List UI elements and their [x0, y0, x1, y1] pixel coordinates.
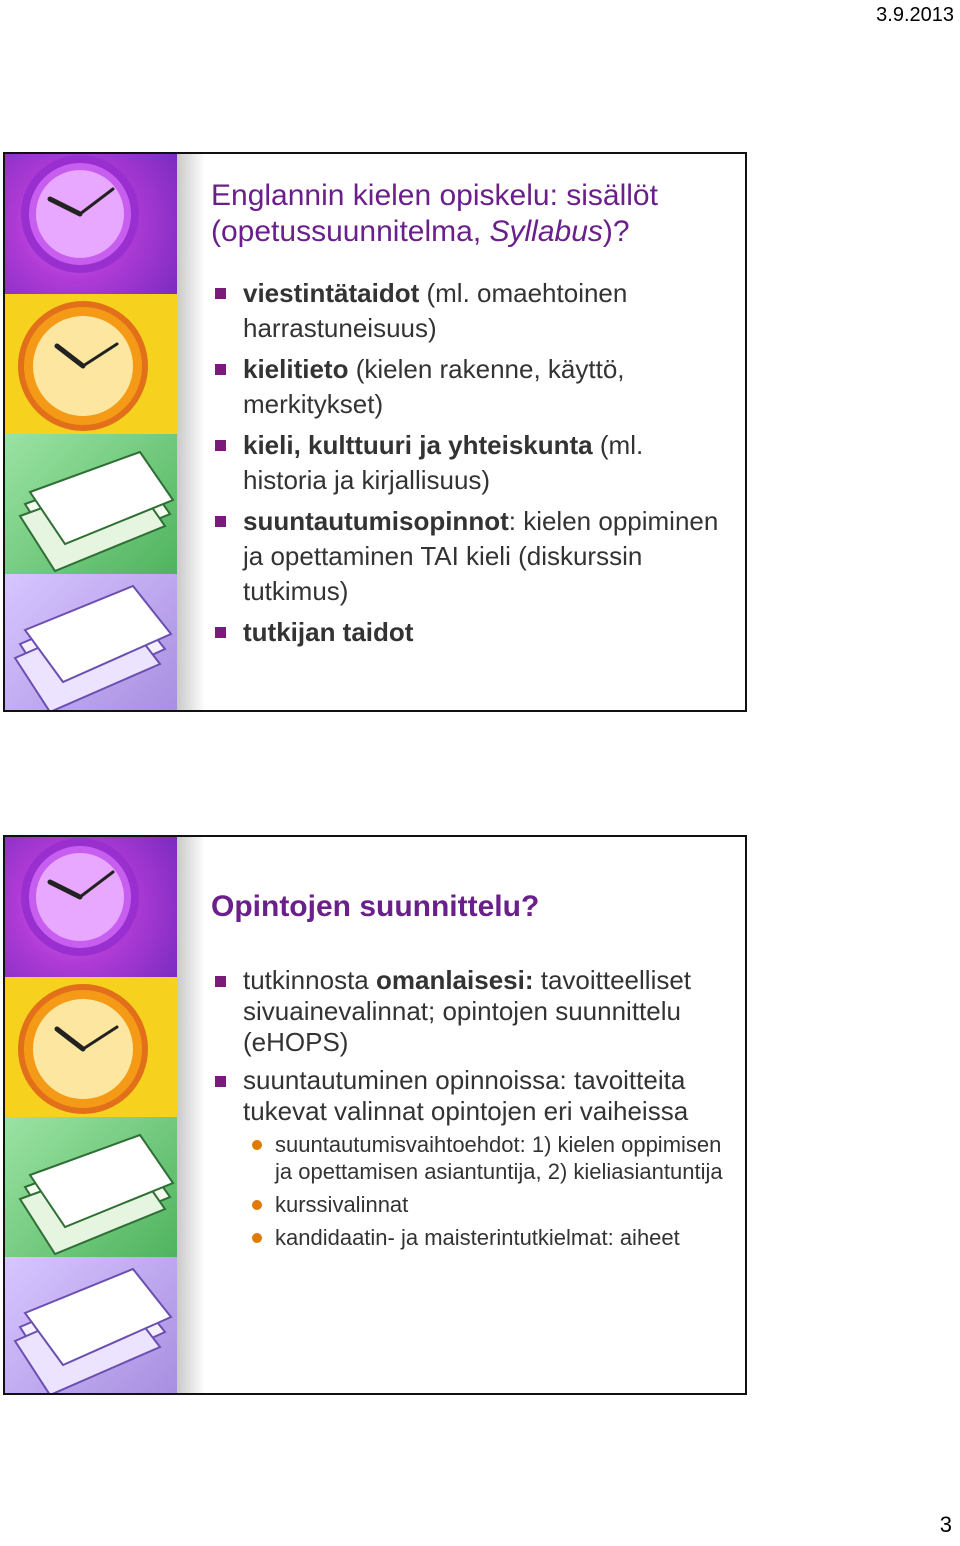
- slide-2-bullet-list: [211, 965, 725, 1251]
- bullet-term: suuntautumisopinnot: [243, 506, 509, 536]
- list-item: [211, 428, 725, 498]
- slide-1-content: [211, 178, 725, 656]
- page-number: 3: [939, 1512, 952, 1537]
- bullet-term: kieli, kulttuuri ja yhteiskunta: [243, 430, 593, 460]
- bullet-term: tutkijan taidot: [243, 617, 414, 647]
- slide-1: [3, 152, 747, 712]
- papers-lavender-icon: [5, 574, 177, 712]
- sub-list-item: [243, 1191, 725, 1218]
- slide-1-title-line1: Englannin kielen opiskelu: sisällöt: [211, 179, 658, 212]
- dot-bullet-icon: [252, 1140, 262, 1150]
- slide-2-content: [211, 889, 725, 1258]
- slide-2: [3, 835, 747, 1395]
- bullet-text: (ml. historia ja kirjallisuus): [243, 430, 644, 495]
- bullet-term: omanlaisesi:: [375, 965, 534, 995]
- slide-1-sidebar-image: [5, 154, 205, 710]
- bullet-text: tavoitteelliset sivuainevalinnat; opintojen suunnittelu (eHOPS): [243, 965, 692, 1057]
- slide-1-title: [211, 178, 725, 250]
- papers-lavender-icon: [5, 1257, 177, 1395]
- list-item: [211, 1065, 725, 1251]
- list-item: [211, 276, 725, 346]
- square-bullet-icon: [215, 364, 226, 375]
- sub-list-item: [243, 1131, 725, 1185]
- sub-bullet-list: [243, 1131, 725, 1251]
- bullet-pre: tutkinnosta: [243, 965, 376, 995]
- slide-2-sidebar-image: [5, 837, 205, 1393]
- bullet-term: viestintätaidot: [243, 278, 420, 308]
- slide-2-title: Opintojen suunnittelu?: [211, 890, 540, 923]
- dot-bullet-icon: [252, 1200, 262, 1210]
- clock-purple-icon: [5, 837, 177, 977]
- slide-1-title-syllabus: Syllabus: [489, 215, 603, 248]
- bullet-term: kielitieto: [243, 354, 349, 384]
- list-item: [211, 352, 725, 422]
- bullet-text: : kielen oppiminen ja opettaminen TAI kieli (diskurssin tutkimus): [243, 506, 719, 606]
- slide-1-bullet-list: [211, 276, 725, 650]
- clock-orange-icon: [5, 977, 177, 1117]
- clock-purple-icon: [5, 154, 177, 294]
- clock-orange-icon: [5, 294, 177, 434]
- square-bullet-icon: [215, 288, 226, 299]
- square-bullet-icon: [215, 976, 226, 987]
- square-bullet-icon: [215, 1076, 226, 1087]
- sub-list-item: [243, 1224, 725, 1251]
- sub-bullet-text: suuntautumisvaihtoehdot: 1) kielen oppimisen ja opettamisen asiantuntija, 2) kieliasiantuntija: [275, 1132, 723, 1184]
- bullet-text: (kielen rakenne, käyttö, merkitykset): [243, 354, 625, 419]
- square-bullet-icon: [215, 516, 226, 527]
- slide-1-title-line2-pre: (opetussuunnitelma,: [211, 215, 490, 248]
- bullet-text: (ml. omaehtoinen harrastuneisuus): [243, 278, 628, 343]
- list-item: [211, 615, 725, 650]
- slide-1-title-line2-post: )?: [602, 215, 630, 248]
- papers-green-icon: [5, 1117, 177, 1257]
- list-item: [211, 965, 725, 1058]
- square-bullet-icon: [215, 627, 226, 638]
- sub-bullet-text: kandidaatin- ja maisterintutkielmat: aiheet: [275, 1225, 680, 1250]
- dot-bullet-icon: [252, 1233, 262, 1243]
- page-date: 3.9.2013: [876, 4, 954, 26]
- bullet-text: suuntautuminen opinnoissa: tavoitteita tukevat valinnat opintojen eri vaiheissa: [243, 1065, 689, 1126]
- sub-bullet-text: kurssivalinnat: [275, 1192, 409, 1217]
- square-bullet-icon: [215, 440, 226, 451]
- list-item: [211, 504, 725, 609]
- papers-green-icon: [5, 434, 177, 574]
